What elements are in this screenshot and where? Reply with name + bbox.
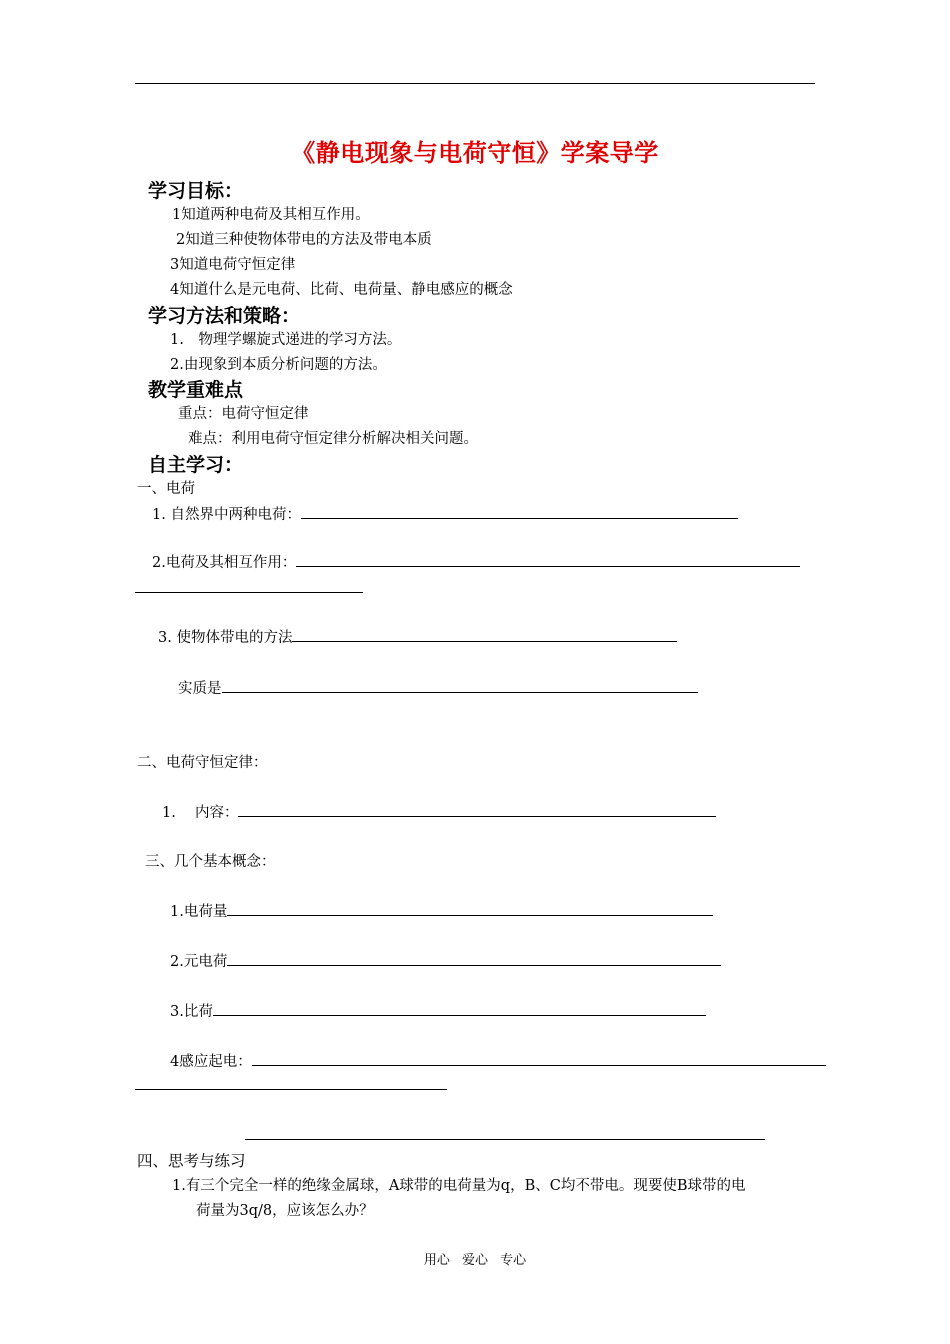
q-charge-interaction [152, 551, 800, 572]
page-footer: 用心 爱心 专心 [423, 1253, 527, 1268]
key-point: 重点：电荷守恒定律 [178, 406, 309, 422]
q-specific-charge-label: 3.比荷 [170, 1004, 213, 1020]
goals-heading: 学习目标： [148, 180, 244, 202]
q-essence-label: 实质是 [178, 681, 222, 697]
exercise-q1-line1: 1.有三个完全一样的绝缘金属球，A球带的电荷量为q，B、C均不带电。现要使B球带的电 [172, 1178, 746, 1194]
header-rule [135, 83, 815, 84]
section-exercise-title: 四、思考与练习 [137, 1152, 246, 1170]
methods-heading: 学习方法和策略： [148, 305, 301, 327]
q-specific-charge [170, 1000, 706, 1021]
q-quantity-label: 1.电荷量 [170, 904, 228, 920]
answer-blank[interactable] [222, 692, 698, 693]
self-study-heading: 自主学习： [148, 454, 244, 476]
goal-item-1: 1知道两种电荷及其相互作用。 [172, 207, 370, 223]
q-induction [170, 1050, 826, 1071]
exercise-q1-line2: 荷量为3q/8，应该怎么办？ [196, 1203, 374, 1219]
answer-blank[interactable] [296, 566, 800, 567]
answer-blank[interactable] [252, 1065, 826, 1066]
answer-blank[interactable] [292, 641, 677, 642]
section-charge-title: 一、电荷 [137, 481, 195, 497]
page-title: 《静电现象与电荷守恒》学案导学 [291, 138, 659, 167]
difficult-point: 难点：利用电荷守恒定律分析解决相关问题。 [188, 431, 478, 447]
q-quantity [170, 900, 713, 921]
q-content [162, 801, 716, 822]
keypoints-heading: 教学重难点 [148, 379, 244, 401]
q-essence [178, 677, 698, 698]
q-content-label: 1. 内容： [162, 805, 239, 821]
q-charging-methods [158, 626, 677, 647]
goal-item-3: 3知道电荷守恒定律 [170, 257, 296, 273]
answer-blank[interactable] [213, 1015, 706, 1016]
goal-item-2: 2知道三种使物体带电的方法及带电本质 [176, 232, 432, 248]
answer-blank[interactable] [301, 518, 738, 519]
q-elementary-charge-label: 2.元电荷 [170, 954, 228, 970]
answer-blank[interactable] [227, 915, 713, 916]
q-charging-methods-label: 3. 使物体带电的方法 [158, 630, 293, 646]
q-two-charges [152, 503, 738, 524]
answer-blank[interactable] [238, 816, 716, 817]
q-induction-label: 4感应起电： [170, 1054, 252, 1070]
method-item-2: 2.由现象到本质分析问题的方法。 [170, 357, 387, 373]
q-charge-interaction-label: 2.电荷及其相互作用： [152, 555, 297, 571]
method-item-1: 1. 物理学螺旋式递进的学习方法。 [170, 332, 402, 348]
section-concepts-title: 三、几个基本概念： [145, 854, 276, 870]
section-conservation-title: 二、电荷守恒定律： [137, 755, 268, 771]
answer-blank-continued[interactable] [135, 592, 363, 593]
q-two-charges-label: 1. 自然界中两种电荷： [152, 507, 301, 523]
goal-item-4: 4知道什么是元电荷、比荷、电荷量、静电感应的概念 [170, 282, 513, 298]
answer-blank-continued[interactable] [135, 1089, 447, 1090]
answer-blank[interactable] [227, 965, 721, 966]
answer-blank-extra[interactable] [245, 1139, 765, 1140]
q-elementary-charge [170, 950, 721, 971]
